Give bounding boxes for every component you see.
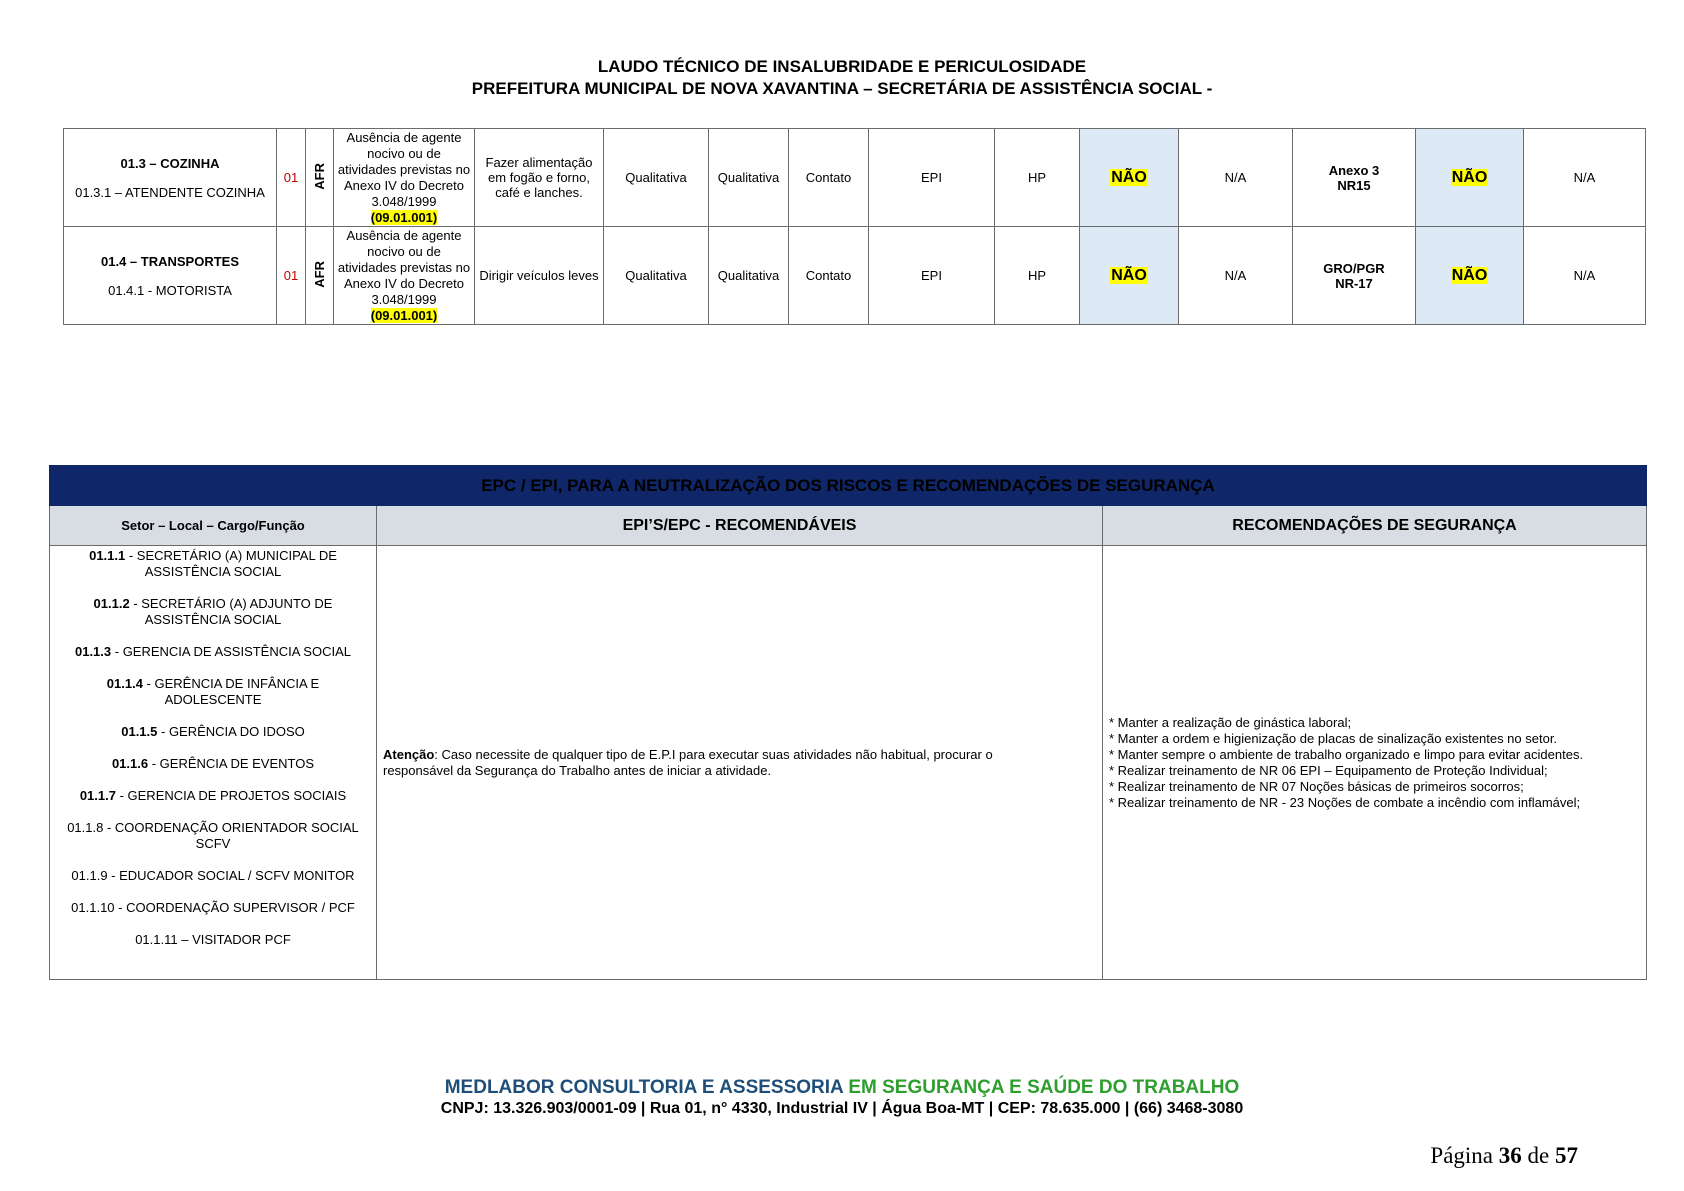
- na-cell: N/A: [1179, 129, 1293, 227]
- activity-cell: Dirigir veículos leves: [475, 227, 604, 325]
- list-item: 01.1.8 - COORDENAÇÃO ORIENTADOR SOCIAL SCFV: [67, 820, 359, 851]
- agent-cell: [334, 129, 475, 227]
- epc-body-row: [50, 546, 1647, 980]
- nao-badge: NÃO: [1451, 266, 1488, 284]
- list-item: * Realizar treinamento de NR - 23 Noções de combate a incêndio com inflamável;: [1109, 794, 1581, 810]
- exposure-cell: Contato: [789, 129, 869, 227]
- col-header-epi: EPI’S/EPC - RECOMENDÁVEIS: [377, 506, 1103, 546]
- list-item: 01.1.1 - SECRETÁRIO (A) MUNICIPAL DE ASSISTÊNCIA SOCIAL: [89, 548, 337, 579]
- num-cell: 01: [277, 227, 306, 325]
- hp-cell: HP: [995, 227, 1080, 325]
- protection-cell: EPI: [869, 129, 995, 227]
- list-item: 01.1.4 - GERÊNCIA DE INFÂNCIA E ADOLESCENTE: [106, 676, 320, 707]
- recommendations-cell: [1103, 546, 1647, 980]
- norm-line1: Anexo 3: [1328, 162, 1380, 178]
- activity-cell: Fazer alimentação em fogão e forno, café e lanches.: [475, 129, 604, 227]
- setor-cell: [64, 129, 277, 227]
- footer-company-green: EM SEGURANÇA E SAÚDE DO TRABALHO: [843, 1077, 1240, 1098]
- norm-line2: NR-17: [1335, 275, 1373, 291]
- footer-company: [0, 1077, 1684, 1099]
- footer-company-blue: MEDLABOR CONSULTORIA E ASSESSORIA: [444, 1077, 844, 1098]
- nao-cell: [1416, 129, 1524, 227]
- norm-line2: NR15: [1337, 177, 1371, 193]
- code-label: AFR: [312, 260, 327, 288]
- footer-address: CNPJ: 13.326.903/0001-09 | Rua 01, n° 4330, Industrial IV | Água Boa-MT | CEP: 78.635.000 | (66) 3468-3080: [440, 1100, 1244, 1117]
- list-item: * Realizar treinamento de NR 07 Noções básicas de primeiros socorros;: [1109, 778, 1524, 794]
- nao-cell: [1080, 129, 1179, 227]
- agent-cell: [334, 227, 475, 325]
- code-label: AFR: [312, 162, 327, 190]
- epc-header-row: [50, 506, 1647, 546]
- assessment-cell: Qualitativa: [604, 227, 709, 325]
- list-item: * Manter a realização de ginástica laboral;: [1109, 714, 1352, 730]
- cargo-list-cell: [50, 546, 377, 980]
- col-header-recomendacoes: RECOMENDAÇÕES DE SEGURANÇA: [1103, 506, 1647, 546]
- list-item: * Manter a ordem e higienização de placas de sinalização existentes no setor.: [1109, 730, 1558, 746]
- protection-cell: EPI: [869, 227, 995, 325]
- attention-text: : Caso necessite de qualquer tipo de E.P.I para executar suas atividades não habitual, procurar o responsável da Segurança do Trabalho antes de iniciar a atividade.: [383, 746, 993, 778]
- agent-code: (09.01.001): [370, 209, 438, 225]
- list-item: 01.1.11 – VISITADOR PCF: [135, 932, 291, 947]
- code-cell: [306, 227, 334, 325]
- list-item: 01.1.10 - COORDENAÇÃO SUPERVISOR / PCF: [71, 900, 355, 915]
- col-header-setor: Setor – Local – Cargo/Função: [50, 506, 377, 546]
- list-item: 01.1.9 - EDUCADOR SOCIAL / SCFV MONITOR: [71, 868, 355, 883]
- norm-cell: [1293, 129, 1416, 227]
- epc-banner-row: [50, 466, 1647, 506]
- hp-cell: HP: [995, 129, 1080, 227]
- norm-line1: GRO/PGR: [1323, 260, 1385, 276]
- setor-title: 01.4 – TRANSPORTES: [101, 253, 239, 269]
- nao-cell: [1416, 227, 1524, 325]
- agent-code: (09.01.001): [370, 307, 438, 323]
- na-cell: N/A: [1524, 227, 1646, 325]
- attention-note: [383, 747, 1043, 779]
- na-cell: N/A: [1179, 227, 1293, 325]
- na-cell: N/A: [1524, 129, 1646, 227]
- list-item: * Manter sempre o ambiente de trabalho organizado e limpo para evitar acidentes.: [1109, 746, 1584, 762]
- list-item: 01.1.5 - GERÊNCIA DO IDOSO: [121, 724, 305, 739]
- doc-title: LAUDO TÉCNICO DE INSALUBRIDADE E PERICULOSIDADE: [597, 57, 1087, 76]
- nao-badge: NÃO: [1451, 168, 1488, 186]
- list-item: 01.1.7 - GERENCIA DE PROJETOS SOCIAIS: [79, 788, 347, 803]
- epi-cell: [377, 546, 1103, 980]
- assessment-cell: Qualitativa: [709, 227, 789, 325]
- attention-label: Atenção: [383, 746, 435, 762]
- assessment-cell: Qualitativa: [709, 129, 789, 227]
- nao-badge: NÃO: [1111, 168, 1147, 186]
- setor-cargo: 01.3.1 – ATENDENTE COZINHA: [75, 184, 265, 200]
- page-number: Página 36 de 57: [1430, 1143, 1578, 1168]
- table-row: [64, 129, 1646, 227]
- risk-table: [63, 128, 1646, 325]
- list-item: 01.1.3 - GERENCIA DE ASSISTÊNCIA SOCIAL: [74, 644, 351, 659]
- epc-table: [49, 465, 1647, 980]
- list-item: 01.1.6 - GERÊNCIA DE EVENTOS: [111, 756, 315, 771]
- num-cell: 01: [277, 129, 306, 227]
- setor-cell: [64, 227, 277, 325]
- assessment-cell: Qualitativa: [604, 129, 709, 227]
- agent-text: Ausência de agente nocivo ou de atividades previstas no Anexo IV do Decreto 3.048/1999: [337, 227, 471, 307]
- epc-banner: EPC / EPI, PARA A NEUTRALIZAÇÃO DOS RISCOS E RECOMENDAÇÕES DE SEGURANÇA: [50, 466, 1647, 506]
- agent-text: Ausência de agente nocivo ou de atividades previstas no Anexo IV do Decreto 3.048/1999: [337, 129, 471, 209]
- cargo-list: [53, 546, 373, 948]
- setor-cargo: 01.4.1 - MOTORISTA: [108, 282, 232, 298]
- norm-cell: [1293, 227, 1416, 325]
- list-item: 01.1.2 - SECRETÁRIO (A) ADJUNTO DE ASSISTÊNCIA SOCIAL: [93, 596, 333, 627]
- doc-subtitle: PREFEITURA MUNICIPAL DE NOVA XAVANTINA – SECRETÁRIA DE ASSISTÊNCIA SOCIAL -: [471, 79, 1213, 98]
- code-cell: [306, 129, 334, 227]
- table-row: [64, 227, 1646, 325]
- nao-badge: NÃO: [1111, 266, 1147, 284]
- list-item: * Realizar treinamento de NR 06 EPI – Equipamento de Proteção Individual;: [1109, 762, 1548, 778]
- exposure-cell: Contato: [789, 227, 869, 325]
- setor-title: 01.3 – COZINHA: [120, 155, 220, 171]
- nao-cell: [1080, 227, 1179, 325]
